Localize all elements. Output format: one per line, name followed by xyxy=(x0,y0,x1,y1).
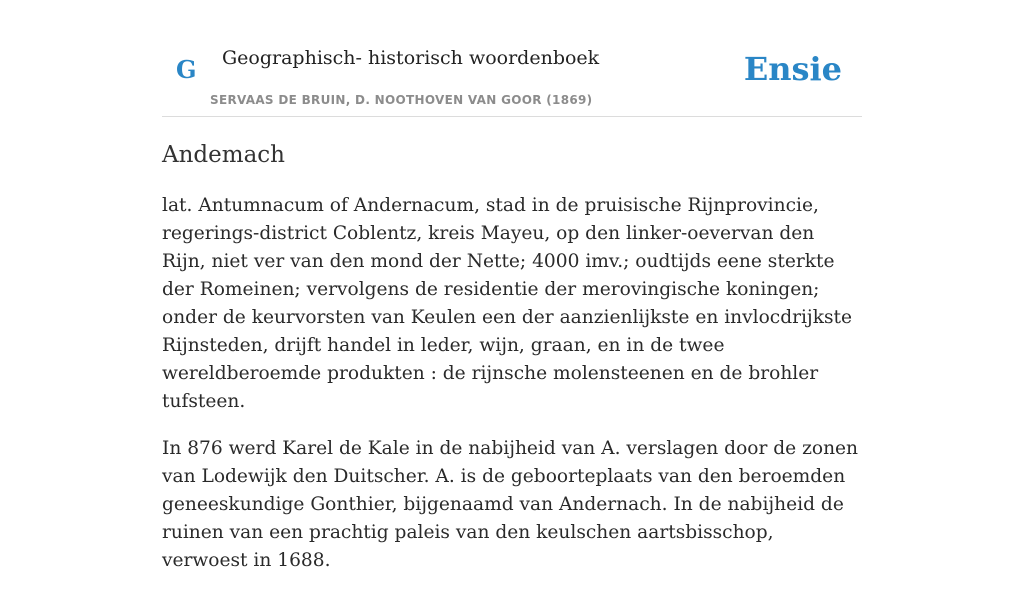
entry-paragraph: In 876 werd Karel de Kale in de nabijheid van A. verslagen door de zonen van Lodewijk den Duitscher. A. is de geboorteplaats van den beroemden geneeskundige Gonthier, bijgenaamd van Andernach. In de nabijheid de ruinen van een prachtig paleis van den keulschen aartsbisschop, verwoest in 1688. xyxy=(162,438,859,571)
source-logo-icon[interactable]: G xyxy=(176,55,197,84)
page-header xyxy=(162,0,862,117)
entry-body xyxy=(162,192,862,594)
entry-title: Andemach xyxy=(162,142,285,168)
brand-logo[interactable]: Ensie xyxy=(743,50,842,88)
book-authors: SERVAAS DE BRUIN, D. NOOTHOVEN VAN GOOR (1869) xyxy=(210,93,593,107)
book-title[interactable]: Geographisch- historisch woordenboek xyxy=(222,47,600,69)
entry-paragraph: lat. Antumnacum of Andernacum, stad in de pruisische Rijnprovincie, regerings-district Coblentz, kreis Mayeu, op den linker-oevervan den Rijn, niet ver van den mond der Nette; 4000 imv.; oudtijds eene sterkte der Romeinen; vervolgens de residentie der merovingische koningen; onder de keurvorsten van Keulen een der aanzienlijkste en invlocdrijkste Rijnsteden, drijft handel in leder, wijn, graan, en in de twee wereldberoemde produkten : de rijnsche molensteenen en de brohler tufsteen. xyxy=(162,195,852,412)
